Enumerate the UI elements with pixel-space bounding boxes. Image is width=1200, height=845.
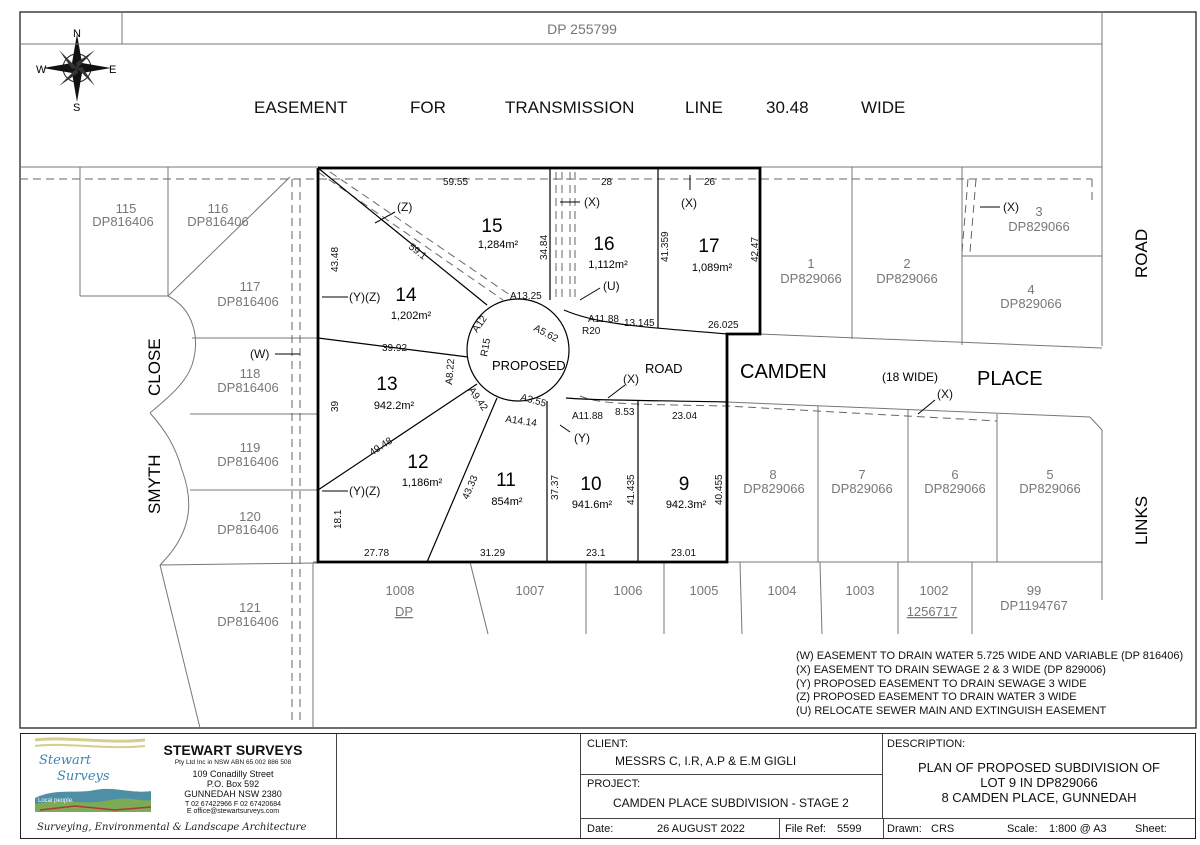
- banner-word: FOR: [410, 98, 446, 117]
- easement-tag: (X): [681, 196, 697, 210]
- neighbour-dp: DP816406: [217, 614, 279, 629]
- dimension: A5.62: [531, 322, 560, 345]
- neighbour-dp: DP: [394, 604, 414, 619]
- lot-number: 11: [496, 470, 516, 491]
- blank-cell: [337, 734, 581, 838]
- neighbour-num: 4: [1027, 282, 1035, 297]
- date-label: Date:: [587, 823, 614, 835]
- fileref-value: 5599: [837, 823, 862, 835]
- banner-word: TRANSMISSION: [505, 98, 635, 117]
- easement-tag: (X): [937, 387, 953, 401]
- lot-number: 13: [376, 374, 398, 395]
- neighbour-dp: DP816406: [217, 380, 279, 395]
- compass-n: N: [73, 28, 81, 40]
- lot-number: 12: [407, 452, 429, 473]
- legend-item: (Z) PROPOSED EASEMENT TO DRAIN WATER 3 WIDE: [796, 691, 1077, 703]
- neighbour-dp: DP829066: [924, 481, 986, 496]
- dimension: 41.359: [660, 231, 671, 262]
- neighbour-num: 1003: [845, 583, 875, 598]
- company-address: 109 Conadilly Street: [192, 769, 274, 779]
- neighbour-dp: DP829066: [831, 481, 893, 496]
- dimension: A9.42: [465, 385, 490, 414]
- neighbour-num: 7: [858, 467, 866, 482]
- neighbour-num: 120: [239, 509, 261, 524]
- company-name: STEWART SURVEYS: [163, 742, 303, 758]
- description-cell: [883, 734, 1195, 818]
- logo-word: Stewart: [39, 753, 92, 768]
- neighbour-dp: DP829066: [876, 271, 938, 286]
- dimension: 27.78: [364, 548, 390, 559]
- lot-area: 854m²: [491, 496, 523, 508]
- neighbour-dp: DP816406: [187, 214, 249, 229]
- dimension: 28: [601, 177, 613, 188]
- dimension: 43.48: [330, 246, 341, 272]
- neighbour-num: 1: [807, 256, 815, 271]
- easement-tag: (X): [1003, 200, 1019, 214]
- banner-word: WIDE: [861, 98, 906, 117]
- dimension: 8.53: [615, 407, 635, 418]
- neighbour-dp: DP816406: [92, 214, 154, 229]
- easement-tag: (Y): [574, 431, 590, 445]
- description-line: PLAN OF PROPOSED SUBDIVISION OF: [918, 760, 1160, 775]
- dimension: 23.01: [671, 548, 697, 559]
- company-email: E office@stewartsurveys.com: [186, 808, 280, 815]
- easement-tag: (U): [603, 279, 620, 293]
- road-width-note: (18 WIDE): [882, 370, 939, 384]
- lot-area: 1,186m²: [401, 477, 443, 489]
- easement-banner: [254, 98, 905, 117]
- neighbour-dp: 1256717: [906, 604, 958, 619]
- legend: [796, 650, 1183, 717]
- legend-item: (W) EASEMENT TO DRAIN WATER 5.725 WIDE AND VARIABLE (DP 816406): [796, 650, 1184, 662]
- neighbour-num: 115: [115, 201, 137, 216]
- scale-value: 1:800 @ A3: [1049, 823, 1107, 835]
- dimension: A14.14: [504, 414, 538, 430]
- neighbour-num: 1007: [515, 583, 545, 598]
- dimension: A13.25: [510, 291, 542, 302]
- dimension: A11.88: [572, 411, 603, 422]
- lot-number: 9: [678, 474, 690, 495]
- project-value: CAMDEN PLACE SUBDIVISION - STAGE 2: [613, 796, 849, 810]
- easement-tags: [250, 195, 1019, 498]
- easement-tag: (X): [584, 195, 600, 209]
- lot-area: 942.2m²: [373, 400, 415, 412]
- easement-tag: (Z): [397, 200, 413, 214]
- neighbour-num: 99: [1026, 583, 1042, 598]
- company-address: GUNNEDAH NSW 2380: [184, 789, 282, 799]
- dimension: 18.1: [333, 509, 344, 529]
- easement-lines: [20, 172, 1092, 720]
- road-label-links: LINKS: [1132, 495, 1151, 545]
- description-label: DESCRIPTION:: [887, 738, 966, 750]
- neighbour-dp: DP829066: [1000, 296, 1062, 311]
- neighbour-num: 1004: [767, 583, 797, 598]
- dimension: A11.88: [588, 314, 619, 325]
- sheet-label: Sheet:: [1135, 823, 1167, 835]
- neighbour-num: 6: [951, 467, 959, 482]
- dimension: 39.92: [382, 343, 408, 354]
- dimension: A12: [470, 313, 490, 335]
- dimension: 26: [704, 177, 716, 188]
- dimension: A3.55: [519, 392, 548, 410]
- client-value: MESSRS C, I.R, A.P & E.M GIGLI: [615, 754, 797, 768]
- company-phone: T 02 67422966 F 02 67420684: [184, 801, 281, 808]
- road-label-road: ROAD: [1132, 228, 1151, 278]
- dimension: 43.33: [460, 473, 481, 502]
- road-label-close: CLOSE: [145, 338, 164, 396]
- banner-word: EASEMENT: [254, 98, 348, 117]
- client-label: CLIENT:: [587, 738, 628, 750]
- dimension: 23.1: [586, 548, 606, 559]
- dimension: 13.145: [624, 318, 655, 329]
- top-parcel-label: DP 255799: [547, 21, 617, 37]
- lot-area: 1,284m²: [477, 239, 519, 251]
- neighbour-dp: DP829066: [1019, 481, 1081, 496]
- dimension: 26.025: [708, 320, 739, 331]
- banner-word: 30.48: [766, 98, 809, 117]
- neighbour-num: 1005: [689, 583, 719, 598]
- logo-word: Surveys: [57, 769, 110, 784]
- compass-e: E: [109, 64, 117, 76]
- proposed-road-label: ROAD: [645, 361, 683, 376]
- lot-area: 1,089m²: [691, 262, 733, 274]
- proposed-label: PROPOSED: [492, 358, 566, 373]
- neighbour-dp: DP829066: [780, 271, 842, 286]
- company-sub: Pty Ltd Inc in NSW ABN 65 002 886 508: [174, 759, 292, 766]
- project-label: PROJECT:: [587, 778, 641, 790]
- client-project-cell: [581, 734, 883, 818]
- info-row: [581, 818, 1195, 838]
- lot-number: 15: [481, 216, 503, 237]
- neighbour-num: 5: [1046, 467, 1054, 482]
- drawn-label: Drawn:: [887, 823, 922, 835]
- dimension: 59.55: [443, 177, 469, 188]
- lot-area: 1,202m²: [390, 310, 432, 322]
- logo-tagline: Local people.: [38, 798, 74, 804]
- lot-number: 14: [395, 285, 417, 306]
- easement-tag: (W): [250, 347, 270, 361]
- neighbour-num: 118: [239, 366, 261, 381]
- company-logo: [35, 736, 151, 836]
- neighbour-num: 1006: [613, 583, 643, 598]
- lot-area: 1,112m²: [588, 259, 628, 271]
- dimension: 59.1: [406, 241, 429, 263]
- lot-area: 941.6m²: [571, 499, 613, 511]
- lot-number: 10: [580, 474, 602, 495]
- neighbour-num: 3: [1035, 204, 1043, 219]
- dimension: 49.48: [367, 435, 395, 459]
- neighbour-num: 116: [207, 201, 229, 216]
- compass-s: S: [73, 102, 81, 114]
- neighbour-num: 117: [239, 279, 261, 294]
- neighbour-num: 1008: [385, 583, 415, 598]
- neighbour-num: 121: [239, 600, 261, 615]
- dimension: 42.47: [750, 236, 761, 262]
- dimension: 39: [330, 400, 341, 412]
- banner-word: LINE: [685, 98, 723, 117]
- dimension: R15: [479, 337, 494, 358]
- company-address: P.O. Box 592: [206, 779, 260, 789]
- easement-tag: (Y)(Z): [349, 484, 381, 498]
- compass-w: W: [36, 64, 47, 76]
- description-line: 8 CAMDEN PLACE, GUNNEDAH: [941, 790, 1137, 805]
- road-label-smyth: SMYTH: [145, 454, 164, 514]
- title-block: [20, 733, 1196, 839]
- neighbour-dp: DP816406: [217, 294, 279, 309]
- neighbour-dp: DP829066: [1008, 219, 1070, 234]
- lot-area: 942.3m²: [665, 499, 707, 511]
- neighbour-num: 1002: [919, 583, 949, 598]
- date-value: 26 AUGUST 2022: [657, 823, 745, 835]
- road-label-place: PLACE: [977, 368, 1043, 390]
- neighbour-num: 8: [769, 467, 777, 482]
- description-line: LOT 9 IN DP829066: [980, 775, 1098, 790]
- legend-item: (U) RELOCATE SEWER MAIN AND EXTINGUISH EASEMENT: [796, 705, 1107, 717]
- company-cell: [21, 734, 337, 838]
- neighbour-dp: DP816406: [217, 522, 279, 537]
- scale-label: Scale:: [1007, 823, 1038, 835]
- dimension: 37.37: [550, 474, 561, 500]
- easement-tag: (X): [623, 372, 639, 386]
- lot-number: 17: [698, 236, 720, 257]
- company-tagline: Surveying, Environmental & Landscape Architecture: [37, 822, 307, 833]
- dimension: R20: [582, 326, 601, 337]
- dimension: 40.455: [714, 474, 725, 505]
- neighbour-num: 2: [903, 256, 911, 271]
- neighbour-dp: DP829066: [743, 481, 805, 496]
- fileref-label: File Ref:: [785, 823, 826, 835]
- neighbour-num: 119: [239, 440, 261, 455]
- road-label-camden: CAMDEN: [740, 361, 827, 383]
- lot-number: 16: [593, 234, 615, 255]
- dimension: A8.22: [444, 358, 458, 386]
- neighbour-dp: DP816406: [217, 454, 279, 469]
- dimension: 34.84: [539, 234, 550, 260]
- dimension: 23.04: [672, 411, 698, 422]
- dimension: 41.435: [626, 474, 637, 505]
- logo-tagline: Local Knowledge: [77, 813, 123, 819]
- drawn-value: CRS: [931, 823, 955, 835]
- legend-item: (X) EASEMENT TO DRAIN SEWAGE 2 & 3 WIDE (DP 829006): [796, 664, 1106, 676]
- neighbour-dp: DP1194767: [1000, 598, 1068, 613]
- legend-item: (Y) PROPOSED EASEMENT TO DRAIN SEWAGE 3 WIDE: [796, 678, 1087, 690]
- dimension: 31.29: [480, 548, 506, 559]
- easement-tag: (Y)(Z): [349, 290, 381, 304]
